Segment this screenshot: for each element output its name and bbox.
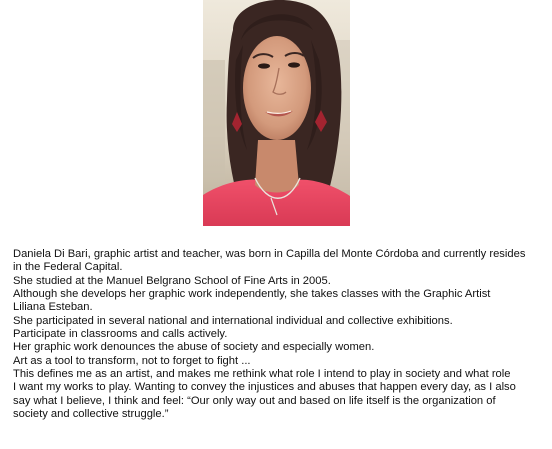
bio-line: I want my works to play. Wanting to convey the injustices and abuses that happen every day, as I also <box>13 381 516 394</box>
bio-line: Although she develops her graphic work independently, she takes classes with the Graphic Artist <box>13 288 491 301</box>
bio-line: Her graphic work denounces the abuse of society and especially women. <box>13 341 375 354</box>
bio-line: society and collective struggle.” <box>13 408 169 421</box>
bio-line: This defines me as an artist, and makes me rethink what role I intend to play in society and what role <box>13 368 511 381</box>
portrait-illustration <box>203 0 350 226</box>
bio-line: Art as a tool to transform, not to forget to fight ... <box>13 354 251 367</box>
bio-line: She participated in several national and international individual and collective exhibitions. <box>13 314 453 327</box>
bio-line: Liliana Esteban. <box>13 301 93 314</box>
biography-text <box>13 248 545 421</box>
bio-line: She studied at the Manuel Belgrano School of Fine Arts in 2005. <box>13 274 331 287</box>
portrait-photo <box>203 0 350 226</box>
bio-line: in the Federal Capital. <box>13 261 123 274</box>
bio-line: Daniela Di Bari, graphic artist and teacher, was born in Capilla del Monte Córdoba and currently resides <box>13 248 526 260</box>
bio-line: say what I believe, I think and feel: “Our only way out and based on life itself is the organization of <box>13 394 496 407</box>
bio-line: Participate in classrooms and calls actively. <box>13 328 228 341</box>
